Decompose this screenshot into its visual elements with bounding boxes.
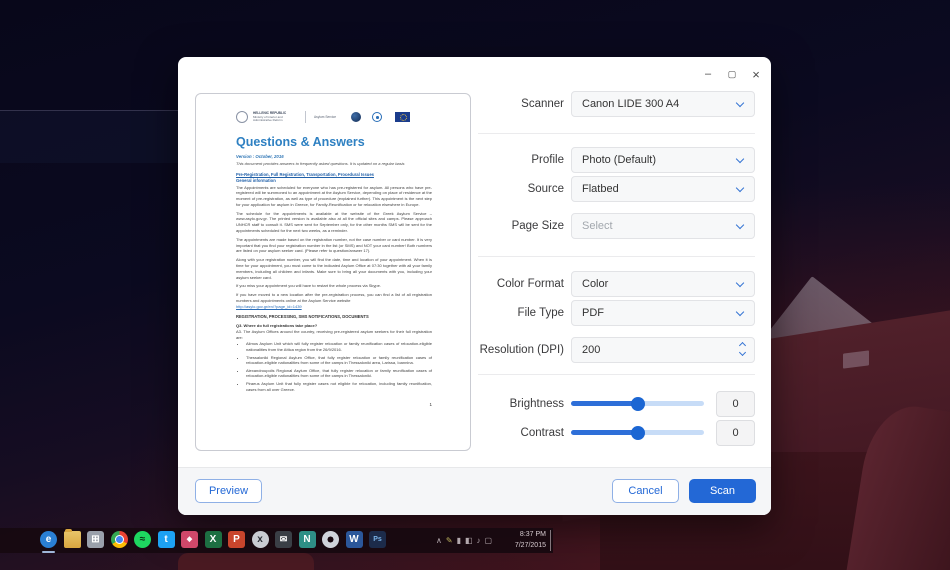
excel-icon[interactable]: X bbox=[205, 531, 222, 548]
page-size-dropdown[interactable] bbox=[571, 213, 755, 239]
chevron-down-icon bbox=[736, 308, 744, 316]
pen-icon[interactable]: ✎ bbox=[445, 535, 453, 545]
page-size-label: Page Size bbox=[511, 220, 564, 232]
scanner-dropdown[interactable] bbox=[571, 91, 755, 117]
photoshop-icon[interactable]: Ps bbox=[369, 531, 386, 548]
profile-dropdown[interactable] bbox=[571, 147, 755, 173]
powerpoint-icon[interactable]: P bbox=[228, 531, 245, 548]
document-version: Version : October, 2016 bbox=[236, 154, 284, 159]
document-bullet: • Alimos Asylum Unit which will fully register relocation or family reunification cases of relocation-eligible nationalities from the Attica region from the 26/9/2016. bbox=[246, 341, 432, 353]
source-label: Source bbox=[527, 183, 564, 195]
scanner-label: Scanner bbox=[521, 98, 564, 110]
contrast-label: Contrast bbox=[520, 427, 564, 439]
eu-flag-icon bbox=[395, 112, 410, 122]
chevron-down-icon bbox=[736, 221, 744, 229]
header-divider bbox=[305, 111, 306, 123]
document-paragraph: Along with your registration number, you will find the date, time and location of your appointment. When it is time for your appointment, you must come to the indicated Asylum Office at 07:30 together with all your family members, including all children and infants. Make sure to bring all your documents with you, including your asylum seeker card. bbox=[236, 257, 432, 280]
scan-button[interactable]: Scan bbox=[689, 479, 756, 503]
resolution-label: Resolution (DPI) bbox=[479, 344, 564, 356]
minimize-button[interactable] bbox=[697, 65, 719, 83]
color-format-label: Color Format bbox=[496, 278, 564, 290]
document-paragraph: The Appointments are scheduled for everyone who has pre-registered for asylum. All persons who have pre-registered will be summoned to an appointment at the Asylum Service, depending on place of residence at the moment of pre-registration, as well as type of procedure (explained further). This appointment is the next step for your application for asylum in Greece, for Family-Reunification or for relocation elsewhere in Europe. bbox=[236, 184, 432, 207]
taskbar bbox=[0, 528, 553, 553]
doc-org-sub: Ministry of Interior and Administrative Reform bbox=[253, 114, 283, 123]
source-dropdown[interactable] bbox=[571, 176, 755, 202]
word-icon[interactable]: W bbox=[346, 531, 363, 548]
edge-icon[interactable]: e bbox=[40, 531, 57, 548]
brightness-value: 0 bbox=[716, 391, 755, 417]
document-subtitle: This document provides answers to frequently asked questions. It is updated on a regular basis bbox=[236, 161, 405, 166]
color-format-value: Color bbox=[582, 278, 609, 290]
page-size-placeholder: Select bbox=[582, 220, 613, 232]
globe-logo-icon bbox=[351, 112, 361, 122]
document-paragraph: If you have moved to a new location after the pre-registration process, you can find a list of all registration numbers and appointments online at the Asylum Service website bbox=[236, 292, 432, 304]
resolution-value: 200 bbox=[582, 344, 601, 356]
brightness-slider-thumb[interactable] bbox=[631, 397, 645, 411]
scan-dialog-window bbox=[178, 57, 771, 515]
system-tray bbox=[436, 528, 492, 553]
document-page-number: 1 bbox=[429, 402, 432, 408]
document-paragraph: If you miss your appointment you will have to restart the whole process via Skype. bbox=[236, 283, 381, 289]
network-icon[interactable]: ◧ bbox=[464, 535, 473, 545]
browser-icon[interactable] bbox=[322, 531, 339, 548]
group-divider bbox=[478, 374, 755, 375]
preview-button[interactable]: Preview bbox=[195, 479, 262, 503]
file-type-value: PDF bbox=[582, 307, 604, 319]
close-button[interactable] bbox=[745, 65, 767, 83]
document-link: http://asylo.gov.gr/en/?page_id=1439 bbox=[236, 303, 302, 309]
store-icon[interactable]: ⊞ bbox=[87, 531, 104, 548]
scanner-value: Canon LIDE 300 A4 bbox=[582, 98, 680, 110]
maximize-button[interactable] bbox=[721, 65, 743, 83]
twitter-icon[interactable]: t bbox=[158, 531, 175, 548]
battery-icon[interactable]: ▮ bbox=[456, 535, 461, 545]
printer-photo-tray bbox=[178, 553, 314, 570]
spotify-icon[interactable]: ≈ bbox=[134, 531, 151, 548]
document-bullet: • Alexandroupolis Regional Asylum Office, that fully register relocation or family reunification cases of relocation-eligible nationalities from some of the camps in Thessaloniki. bbox=[246, 368, 432, 380]
document-question: Q3. Where do full registrations take place? bbox=[236, 322, 318, 328]
chevron-up-icon[interactable]: ∧ bbox=[436, 535, 442, 545]
unhcr-logo-icon bbox=[372, 112, 382, 122]
file-type-dropdown[interactable] bbox=[571, 300, 755, 326]
document-section-sub: General information bbox=[236, 178, 276, 183]
hellenic-seal-icon bbox=[236, 111, 248, 123]
notion-icon[interactable]: N bbox=[299, 531, 316, 548]
chrome-icon[interactable] bbox=[111, 531, 128, 548]
group-divider bbox=[478, 256, 755, 257]
contrast-slider[interactable] bbox=[571, 430, 704, 435]
document-paragraph: The appointments are made based on the registration number, not the case number or card number. It is very important that you find your registration number in the list (or SMS) and NOT your card number! Both numbers are listed on your asylum seeker card. (Please refer to question/answer 17). bbox=[236, 236, 432, 254]
chevron-down-icon bbox=[736, 279, 744, 287]
document-bullet: • Piraeus Asylum Unit that fully register cases not eligible for relocation, including family reunification, cases from all over Greece. bbox=[246, 381, 432, 393]
document-bullet-list bbox=[246, 341, 432, 392]
document-heading: REGISTRATION, PROCESSING, SMS NOTIFICATIONS, DOCUMENTS bbox=[236, 313, 369, 319]
document-section-link: Pre-Registration, Full Registration, Transportation, Procedural Issues bbox=[236, 172, 374, 177]
chevron-down-icon bbox=[736, 155, 744, 163]
profile-value: Photo (Default) bbox=[582, 154, 656, 166]
color-format-dropdown[interactable] bbox=[571, 271, 755, 297]
close-icon: × bbox=[752, 66, 760, 82]
mail-icon[interactable]: ✉ bbox=[275, 531, 292, 548]
doc-dept: Asylum Service bbox=[314, 115, 336, 119]
file-type-label: File Type bbox=[517, 307, 564, 319]
spinner-arrows-icon[interactable] bbox=[740, 343, 745, 355]
file-explorer-icon[interactable] bbox=[64, 531, 81, 548]
maximize-icon: ▢ bbox=[727, 68, 737, 79]
dialog-footer bbox=[178, 467, 771, 515]
clock-date: 7/27/2015 bbox=[514, 541, 546, 549]
document-paragraph: The schedule for the appointments is available at the website of the Greek Asylum Service – www.asylo.gov.gr. The printed version is available also at all the official sites and camps. Please approach UNHCR staff to consult it. SMS were sent for September only, for the other months SMS will be sent for the appointments scheduled for the next two weeks, as a reminder. bbox=[236, 210, 432, 234]
document-bullet: • Thessaloniki Regional Asylum Office, that fully register relocation or family reunification cases of relocation-eligible nationalities from some of the camps in Thessaloniki area, Larissa, Ioannina. bbox=[246, 355, 432, 367]
taskbar-clock[interactable] bbox=[500, 530, 546, 551]
minimize-icon: – bbox=[704, 68, 712, 80]
brightness-label: Brightness bbox=[509, 398, 564, 410]
profile-label: Profile bbox=[531, 154, 564, 166]
document-answer: A3. The Asylum Offices around the country, receiving pre-registered asylum seekers for their full registration are: bbox=[236, 328, 432, 340]
photos-icon[interactable]: ◆ bbox=[181, 531, 198, 548]
taskbar-separator bbox=[550, 530, 551, 551]
group-divider bbox=[478, 133, 755, 134]
cancel-button[interactable]: Cancel bbox=[612, 479, 679, 503]
source-value: Flatbed bbox=[582, 183, 619, 195]
xbox-icon[interactable]: x bbox=[252, 531, 269, 548]
document-header bbox=[236, 107, 432, 127]
doc-org-name: HELLENIC REPUBLIC bbox=[253, 110, 287, 115]
document-title: Questions & Answers bbox=[236, 135, 365, 149]
active-app-indicator bbox=[42, 551, 55, 553]
clock-time: 8:37 PM bbox=[519, 531, 546, 538]
brightness-slider[interactable] bbox=[571, 401, 704, 406]
resolution-spinner[interactable] bbox=[571, 337, 755, 363]
volume-icon[interactable]: ♪ bbox=[476, 535, 481, 545]
contrast-slider-thumb[interactable] bbox=[631, 426, 645, 440]
chevron-down-icon bbox=[736, 99, 744, 107]
chevron-down-icon bbox=[736, 184, 744, 192]
printer-photo-label bbox=[843, 350, 869, 368]
action-center-icon[interactable]: ▢ bbox=[484, 535, 493, 545]
contrast-value: 0 bbox=[716, 420, 755, 446]
